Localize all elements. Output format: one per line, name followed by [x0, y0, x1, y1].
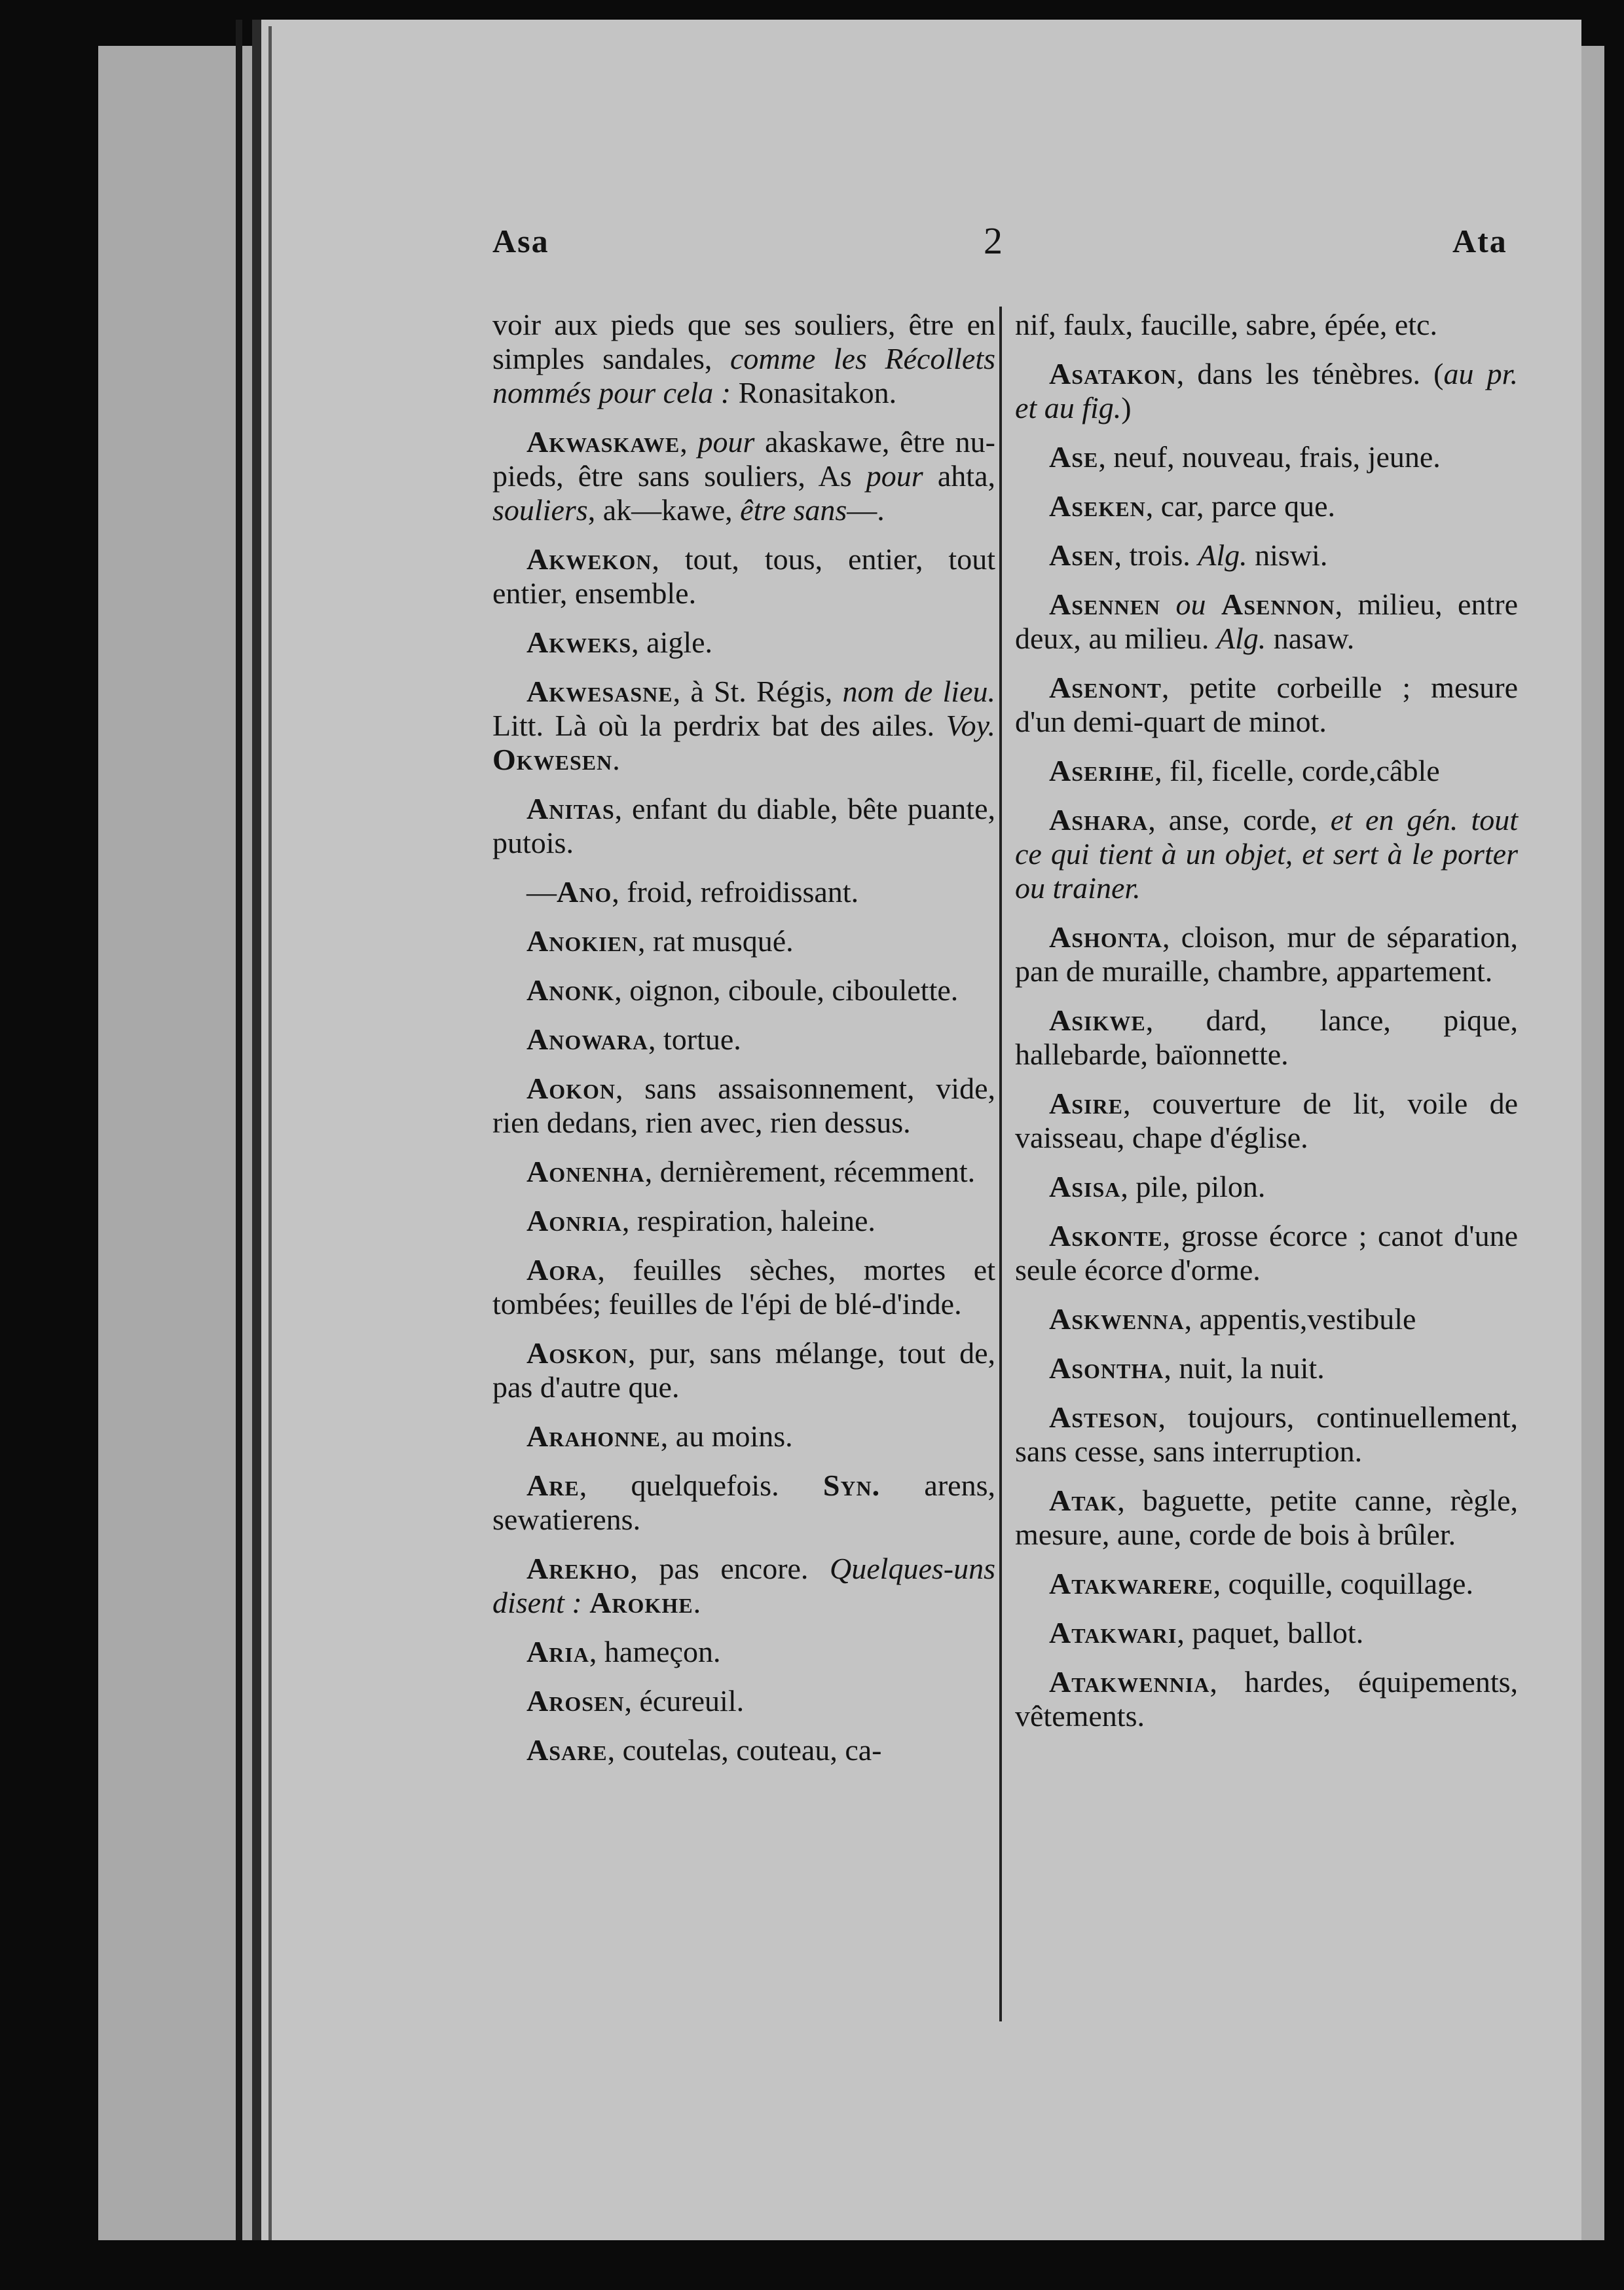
dictionary-entry	[1015, 489, 1518, 523]
headword: Ashonta	[1049, 920, 1162, 954]
headword: Okwesen	[492, 743, 613, 776]
page-edge	[252, 20, 261, 2240]
entry-text: , tortue.	[648, 1023, 741, 1056]
headword: Aseken	[1049, 489, 1146, 523]
entry-text: , couverture de lit, voile de vaisseau, chape d'église.	[1015, 1087, 1518, 1154]
entry-text: , appentis,vestibule	[1184, 1302, 1416, 1336]
dictionary-entry	[1015, 754, 1518, 788]
dictionary-entry	[492, 1684, 995, 1718]
italic-text: et en gén. tout ce qui tient à un objet, et sert à le porter ou trainer.	[1015, 803, 1519, 905]
dictionary-entry	[1015, 803, 1518, 905]
entry-text: , enfant du diable, bête puante, putois.	[492, 792, 995, 859]
entry-text: , pas encore.	[630, 1552, 830, 1585]
entry-text: voir aux pieds que ses souliers, être en simples sandales,	[492, 308, 995, 375]
entry-text: arens, sewatierens.	[492, 1469, 995, 1536]
italic-text: Alg.	[1216, 622, 1266, 655]
headword: Asontha	[1049, 1351, 1164, 1385]
italic-text: ou	[1175, 588, 1206, 621]
entry-text: , coquille, coquillage.	[1213, 1567, 1473, 1600]
dictionary-entry	[1015, 357, 1518, 425]
dictionary-entry	[492, 542, 995, 610]
entry-text: , coutelas, couteau, ca-	[607, 1733, 882, 1767]
headword: Aria	[526, 1635, 589, 1668]
entry-text: , rat musqué.	[638, 924, 794, 958]
running-head-left: Asa	[492, 223, 549, 259]
left-column	[492, 308, 995, 1782]
dictionary-entry	[492, 1336, 995, 1404]
dictionary-entry	[1015, 1351, 1518, 1385]
entry-text: , aigle.	[631, 626, 713, 659]
headword: Asisa	[1049, 1170, 1121, 1203]
headword: Anitas	[526, 792, 615, 825]
headword: Akwekon	[526, 542, 652, 576]
headword: Asikwe	[1049, 1004, 1146, 1037]
headword: Syn.	[822, 1469, 881, 1502]
binding-edge	[236, 20, 242, 2240]
headword: Atak	[1049, 1484, 1118, 1517]
entry-text: , cloison, mur de séparation, pan de muraille, chambre, appartement.	[1015, 920, 1518, 988]
dictionary-entry	[492, 1023, 995, 1057]
headword: Atakwarere	[1049, 1567, 1213, 1600]
headword: Anokien	[526, 924, 638, 958]
entry-text: ,	[680, 425, 698, 459]
headword: Atakwari	[1049, 1616, 1177, 1649]
dictionary-entry	[492, 626, 995, 660]
italic-text: Voy.	[946, 709, 995, 742]
dictionary-entry	[492, 1733, 995, 1767]
dictionary-entry	[1015, 1087, 1518, 1155]
entry-text: nif, faulx, faucille, sabre, épée, etc.	[1015, 308, 1437, 341]
italic-text: nom de lieu.	[842, 675, 995, 708]
entry-text	[1206, 588, 1221, 621]
headword: Asennen	[1049, 588, 1161, 621]
headword: Ano	[557, 875, 612, 909]
entry-text: , hardes, équipements, vêtements.	[1015, 1665, 1518, 1733]
headword: Are	[526, 1469, 580, 1502]
italic-text: au pr. et au fig.	[1015, 357, 1518, 424]
dictionary-entry	[492, 1155, 995, 1189]
entry-text: , car, parce que.	[1145, 489, 1336, 523]
dictionary-entry	[492, 1552, 995, 1620]
dictionary-entry	[1015, 1219, 1518, 1287]
entry-text: —	[526, 875, 557, 909]
headword: Asire	[1049, 1087, 1123, 1120]
entry-text: , paquet, ballot.	[1177, 1616, 1364, 1649]
entry-text: .	[612, 743, 620, 776]
entry-text: , respiration, haleine.	[621, 1204, 876, 1237]
entry-text: Ronasitakon.	[731, 376, 897, 409]
headword: Aoskon	[526, 1336, 628, 1370]
entry-text: , sans assaisonnement, vide, rien dedans, rien avec, rien dessus.	[492, 1072, 995, 1139]
page-number: 2	[984, 219, 1004, 262]
entry-text: nasaw.	[1266, 622, 1355, 655]
dictionary-entry	[1015, 1665, 1518, 1733]
headword: Askonte	[1049, 1219, 1163, 1252]
dictionary-entry	[1015, 1004, 1518, 1072]
headword: Ase	[1049, 440, 1099, 474]
entry-text: , hameçon.	[589, 1635, 721, 1668]
dictionary-entry	[492, 1635, 995, 1669]
entry-text: , dans les ténèbres. (	[1176, 357, 1444, 390]
dictionary-entry	[1015, 538, 1518, 572]
headword: Askwenna	[1049, 1302, 1185, 1336]
headword: Ashara	[1049, 803, 1149, 836]
entry-text: , écureuil.	[624, 1684, 745, 1718]
headword: Aokon	[526, 1072, 616, 1105]
entry-text: akaskawe, être nu-pieds, être sans souliers, As	[492, 425, 996, 493]
headword: Arokhe	[589, 1586, 693, 1619]
right-column	[1015, 308, 1518, 1748]
entry-text: , petite corbeille ; mesure d'un demi-quart de minot.	[1015, 671, 1518, 738]
entry-text	[582, 1586, 590, 1619]
headword: Aonria	[526, 1204, 622, 1237]
headword: Asteson	[1049, 1400, 1158, 1434]
dictionary-entry	[492, 675, 995, 777]
entry-text: , baguette, petite canne, règle, mesure, aune, corde de bois à brûler.	[1015, 1484, 1518, 1551]
dictionary-entry	[492, 973, 995, 1007]
entry-text: , quelquefois.	[579, 1469, 823, 1502]
dictionary-entry	[1015, 308, 1518, 342]
entry-text: , grosse écorce ; canot d'une seule écorce d'orme.	[1015, 1219, 1518, 1286]
entry-text: , dernièrement, récemment.	[644, 1155, 976, 1188]
entry-text: , ak—kawe,	[587, 493, 741, 527]
headword: Aora	[526, 1253, 598, 1286]
headword: Akwaskawe	[526, 425, 680, 459]
entry-text: )	[1121, 391, 1132, 424]
dictionary-entry	[492, 308, 995, 410]
entry-text: , froid, refroidissant.	[612, 875, 859, 909]
dictionary-entry	[1015, 1400, 1518, 1469]
headword: Arekho	[526, 1552, 631, 1585]
headword: Akweks	[526, 626, 632, 659]
italic-text: comme les Récollets nommés pour cela :	[492, 342, 995, 409]
dictionary-entry	[1015, 440, 1518, 474]
dictionary-entry	[492, 1419, 995, 1454]
entry-text: , tout, tous, entier, tout entier, ensemble.	[492, 542, 995, 610]
entry-text: , fil, ficelle, corde,câble	[1154, 754, 1440, 787]
headword: Aserihe	[1049, 754, 1155, 787]
headword: Arosen	[526, 1684, 625, 1718]
dictionary-entry	[1015, 671, 1518, 739]
page-edge-highlight	[268, 26, 272, 2240]
italic-text: pour	[697, 425, 755, 459]
italic-text: Quelques-uns disent :	[492, 1552, 995, 1619]
entry-text: , oignon, ciboule, ciboulette.	[614, 973, 959, 1007]
entry-text	[1160, 588, 1175, 621]
entry-text: , toujours, continuellement, sans cesse, sans interruption.	[1015, 1400, 1518, 1468]
entry-text: Litt. Là où la perdrix bat des ailes.	[492, 709, 946, 742]
entry-text: niswi.	[1247, 538, 1328, 572]
headword: Akwesasne	[526, 675, 673, 708]
headword: Asare	[526, 1733, 608, 1767]
dictionary-entry	[492, 924, 995, 958]
entry-text: .	[693, 1586, 701, 1619]
dictionary-entry	[492, 1469, 995, 1537]
dictionary-entry	[1015, 1567, 1518, 1601]
dictionary-entry	[492, 425, 995, 527]
headword: Aonenha	[526, 1155, 645, 1188]
column-divider	[999, 307, 1002, 2021]
entry-text: , nuit, la nuit.	[1164, 1351, 1325, 1385]
headword: Asenont	[1049, 671, 1162, 704]
entry-text: —.	[847, 493, 885, 527]
dictionary-entry	[492, 1204, 995, 1238]
headword: Anonk	[526, 973, 615, 1007]
dictionary-entry	[492, 1253, 995, 1321]
entry-text: , au moins.	[660, 1419, 793, 1453]
entry-text: , pur, sans mélange, tout de, pas d'autre que.	[492, 1336, 995, 1404]
running-head-right: Ata	[1452, 223, 1507, 259]
headword: Atakwennia	[1049, 1665, 1210, 1699]
entry-text: , à St. Régis,	[673, 675, 843, 708]
dictionary-entry	[1015, 1484, 1518, 1552]
dictionary-entry	[492, 792, 995, 860]
entry-text: , anse, corde,	[1148, 803, 1331, 836]
dictionary-entry	[1015, 920, 1518, 988]
italic-text: Alg.	[1198, 538, 1247, 572]
headword: Asatakon	[1049, 357, 1177, 390]
dictionary-entry	[1015, 588, 1518, 656]
entry-text: , feuilles sèches, mortes et tombées; feuilles de l'épi de blé-d'inde.	[492, 1253, 995, 1321]
entry-text: , neuf, nouveau, frais, jeune.	[1098, 440, 1441, 474]
dictionary-entry	[1015, 1170, 1518, 1204]
entry-text: , trois.	[1114, 538, 1198, 572]
entry-text: , pile, pilon.	[1120, 1170, 1266, 1203]
italic-text: pour	[866, 459, 923, 493]
headword: Asen	[1049, 538, 1115, 572]
italic-text: souliers	[492, 493, 588, 527]
entry-text: , dard, lance, pique, hallebarde, baïonnette.	[1015, 1004, 1518, 1071]
dictionary-entry	[492, 875, 995, 909]
headword: Asennon	[1221, 588, 1335, 621]
entry-text: , milieu, entre deux, au milieu.	[1015, 588, 1518, 655]
dictionary-entry	[1015, 1616, 1518, 1650]
dictionary-entry	[1015, 1302, 1518, 1336]
headword: Anowara	[526, 1023, 649, 1056]
entry-text: ahta,	[923, 459, 995, 493]
headword: Arahonne	[526, 1419, 661, 1453]
italic-text: être sans	[740, 493, 847, 527]
dictionary-entry	[492, 1072, 995, 1140]
